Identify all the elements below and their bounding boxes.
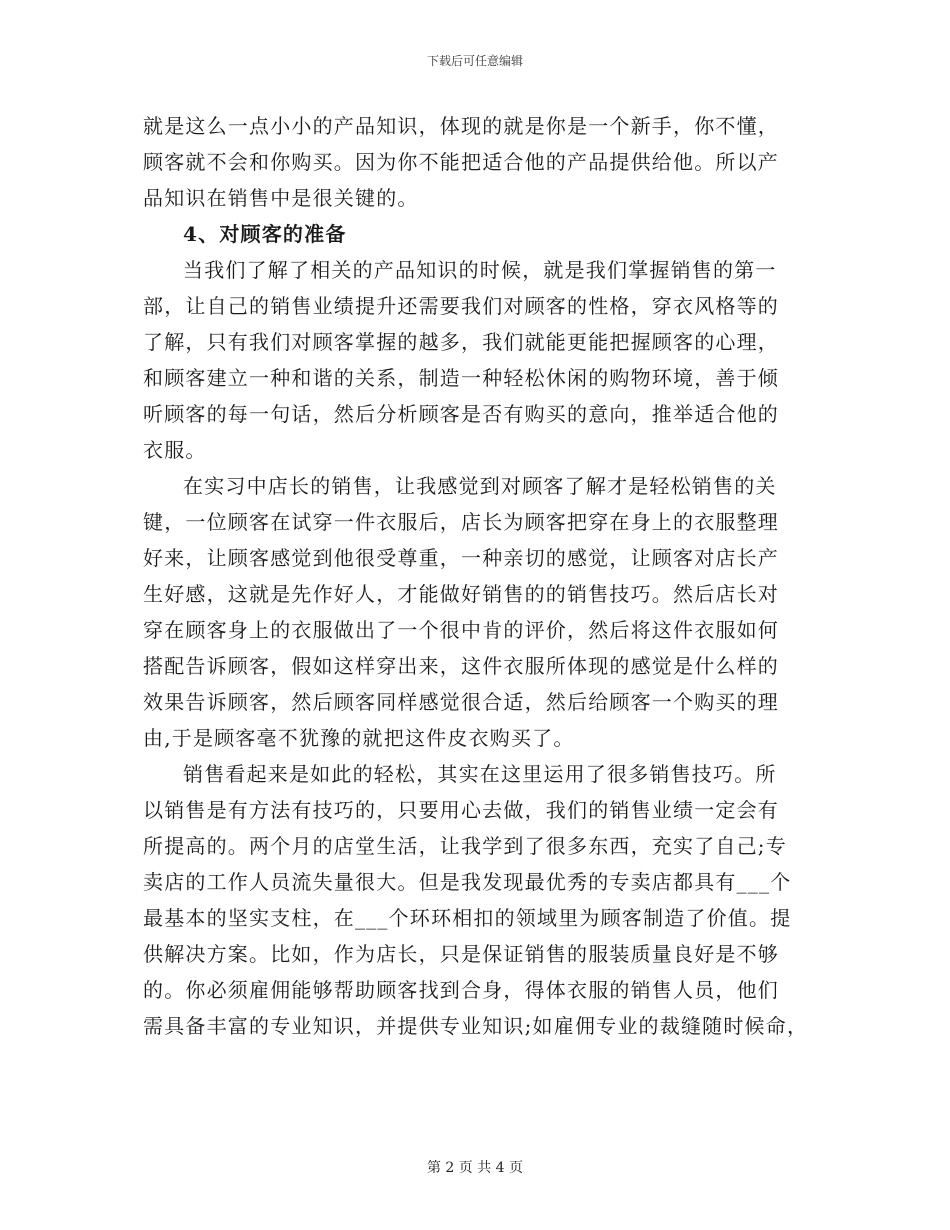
text-line: 最基本的坚实支柱，在___个环环相扣的领域里为顾客制造了价值。提 [143, 906, 792, 930]
text-line: 需具备丰富的专业知识，并提供专业知识;如雇佣专业的裁缝随时候命， [143, 1014, 809, 1038]
text-line: 和顾客建立一种和谐的关系，制造一种轻松休闲的购物环境，善于倾 [143, 366, 779, 390]
text-line: 生好感，这就是先作好人，才能做好销售的的销售技巧。然后店长对 [143, 582, 779, 606]
text-line: 衣服。 [143, 438, 207, 462]
text-line: 所提高的。两个月的店堂生活，让我学到了很多东西，充实了自己;专 [143, 834, 787, 858]
text-line: 搭配告诉顾客，假如这样穿出来，这件衣服所体现的感觉是什么样的 [143, 654, 779, 678]
text-line: 卖店的工作人员流失量很大。但是我发现最优秀的专卖店都具有___个 [143, 870, 792, 894]
text-line: 听顾客的每一句话，然后分析顾客是否有购买的意向，推举适合他的 [143, 402, 779, 426]
text-line: 键，一位顾客在试穿一件衣服后，店长为顾客把穿在身上的衣服整理 [143, 510, 779, 534]
text-line: 由,于是顾客毫不犹豫的就把这件皮衣购买了。 [143, 726, 575, 750]
text-line: 穿在顾客身上的衣服做出了一个很中肯的评价，然后将这件衣服如何 [143, 618, 779, 642]
text-line: 以销售是有方法有技巧的，只要用心去做，我们的销售业绩一定会有 [143, 798, 779, 822]
text-line: 好来，让顾客感觉到他很受尊重，一种亲切的感觉，让顾客对店长产 [143, 546, 779, 570]
section-heading: 4、对顾客的准备 [183, 222, 347, 246]
text-line: 品知识在销售中是很关键的。 [143, 186, 419, 210]
text-line: 顾客就不会和你购买。因为你不能把适合他的产品提供给他。所以产 [143, 150, 779, 174]
text-line: 供解决方案。比如，作为店长，只是保证销售的服装质量良好是不够 [143, 942, 779, 966]
text-line: 就是这么一点小小的产品知识，体现的就是你是一个新手，你不懂， [143, 114, 779, 138]
text-line: 在实习中店长的销售，让我感觉到对顾客了解才是轻松销售的关 [183, 474, 777, 498]
text-line: 部，让自己的销售业绩提升还需要我们对顾客的性格，穿衣风格等的 [143, 294, 779, 318]
document-body [143, 108, 809, 1044]
text-line: 效果告诉顾客，然后顾客同样感觉很合适，然后给顾客一个购买的理 [143, 690, 779, 714]
page-header-note: 下载后可任意编辑 [426, 54, 523, 68]
text-line: 销售看起来是如此的轻松，其实在这里运用了很多销售技巧。所 [183, 762, 777, 786]
text-line: 的。你必须雇佣能够帮助顾客找到合身，得体衣服的销售人员，他们 [143, 978, 779, 1002]
page-number: 第 2 页 共 4 页 [426, 1160, 524, 1176]
text-line: 了解，只有我们对顾客掌握的越多，我们就能更能把握顾客的心理， [143, 330, 779, 354]
text-line: 当我们了解了相关的产品知识的时候，就是我们掌握销售的第一 [183, 258, 777, 282]
